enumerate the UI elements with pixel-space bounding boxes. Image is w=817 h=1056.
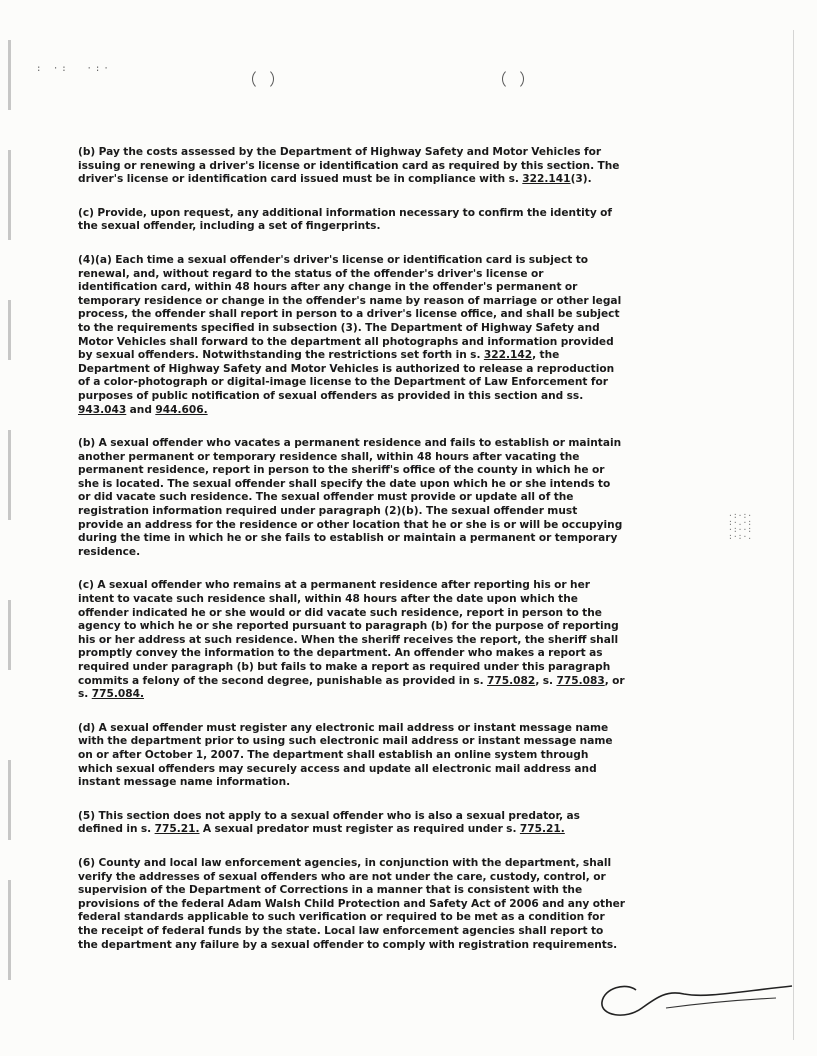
statute-citation-link[interactable]: 943.043: [78, 403, 127, 416]
statute-citation-link[interactable]: 775.084.: [91, 688, 144, 701]
paragraph-text: A sexual predator must register as required under s.: [199, 823, 520, 836]
scan-speckle-top-left: : ·: ·:·: [36, 64, 112, 74]
paragraph-text: (d) A sexual offender must register any electronic mail address or instant message name with the department prior to using such electronic mail address or instant message name on or after October 1, 2007. The department shall establish an online system through which sexual offenders may securely access and update all electronic mail address and instant message name information.: [78, 721, 613, 789]
scan-right-edge: [793, 30, 794, 1040]
paragraph-6-verification: [78, 857, 626, 952]
paragraph-text: , s.: [535, 674, 557, 687]
paragraph-4d-electronic-mail: [78, 722, 626, 790]
statute-citation-link[interactable]: 775.083: [556, 674, 605, 687]
punch-hole-left: [252, 68, 274, 90]
punch-hole-right: [502, 68, 524, 90]
statute-citation-link[interactable]: 775.21.: [154, 823, 200, 836]
paragraph-4a-license-renewal: [78, 254, 626, 417]
paragraph-text: (b) A sexual offender who vacates a permanent residence and fails to establish or maintain another permanent or temporary residence shall, within 48 hours after vacating the permanent residence, report in person to the sheriff's office of the county in which he or she is located. The sexual offender shall specify the date upon which he or she intends to or did vacate such residence. The sexual offender must provide or update all of the registration information required under paragraph (2)(b). The sexual offender must provide an address for the residence or other location that he or she is or will be occupying during the time in which he or she fails to establish or maintain a permanent or temporary residence.: [78, 437, 623, 558]
paragraph-text: , or s.: [78, 674, 625, 701]
statute-citation-link[interactable]: 775.21.: [519, 823, 565, 836]
paragraph-text: (c) A sexual offender who remains at a permanent residence after reporting his or her intent to vacate such residence shall, within 48 hours after the date upon which the offender indicated he or she would or did vacate such residence, report in person to the agency to which he or she reported pursuant to paragraph (b) for the purpose of reporting his or her address at such residence. When the sheriff receives the report, the sheriff shall promptly convey the information to the department. An offender who makes a report as required under paragraph (b) but fails to make a report as required under this paragraph commits a felony of the second degree, punishable as provided in s.: [78, 579, 619, 687]
paragraph-text: , the Department of Highway Safety and Motor Vehicles is authorized to release a reproduction of a color-photograph or digital-image license to the Department of Law Enforcement for purposes of public notification of sexual offenders as provided in this section and ss.: [78, 349, 615, 402]
paragraph-text: (b) Pay the costs assessed by the Department of Highway Safety and Motor Vehicles for issuing or renewing a driver's license or identification card as required by this section. The driver's license or identification card issued must be in compliance with s.: [78, 146, 620, 186]
paragraph-text: (6) County and local law enforcement agencies, in conjunction with the department, shall verify the addresses of sexual offenders who are not under the care, custody, control, or supervision of the Department of Corrections in a manner that is consistent with the provisions of the federal Adam Walsh Child Protection and Safety Act of 2006 and any other federal standards applicable to such verification or required to be met as a condition for the receipt of federal funds by the state. Local law enforcement agencies shall report to the department any failure by a sexual offender to comply with registration requirements.: [78, 856, 626, 951]
scan-left-edge: [8, 0, 22, 1056]
statute-citation-link[interactable]: 944.606.: [155, 403, 208, 416]
handwritten-initials: [596, 968, 796, 1032]
paragraph-b-pay-costs: [78, 146, 626, 187]
statute-text: [78, 146, 626, 972]
paragraph-text: and: [126, 403, 156, 416]
scan-speckle-right: ·:·:· :·.·: ·:··: :·:·.: [728, 511, 753, 541]
paragraph-text: (4)(a) Each time a sexual offender's driver's license or identification card is subject to renewal, and, without regard to the status of the offender's driver's license or identification card, within 48 hours after any change in the offender's permanent or temporary residence or change in the offender's name by reason of marriage or other legal process, the offender shall report in person to a driver's license office, and shall be subject to the requirements specified in subsection (3). The Department of Highway Safety and Motor Vehicles shall forward to the department all photographs and information provided by sexual offenders. Notwithstanding the restrictions set forth in s.: [78, 253, 622, 362]
statute-citation-link[interactable]: 775.082: [487, 674, 536, 687]
statute-citation-link[interactable]: 322.142: [483, 349, 533, 362]
paragraph-c-provide-info: [78, 207, 626, 234]
paragraph-5-predator: [78, 810, 626, 837]
statute-citation-link[interactable]: 322.141: [522, 173, 571, 186]
paragraph-4c-remains-residence: [78, 579, 626, 701]
paragraph-4b-vacates-residence: [78, 437, 626, 559]
paragraph-text: (3).: [570, 173, 592, 186]
paragraph-text: (5) This section does not apply to a sexual offender who is also a sexual predator, as defined in s.: [78, 809, 580, 836]
paragraph-text: (c) Provide, upon request, any additional information necessary to confirm the identity of the sexual offender, including a set of fingerprints.: [78, 206, 613, 233]
